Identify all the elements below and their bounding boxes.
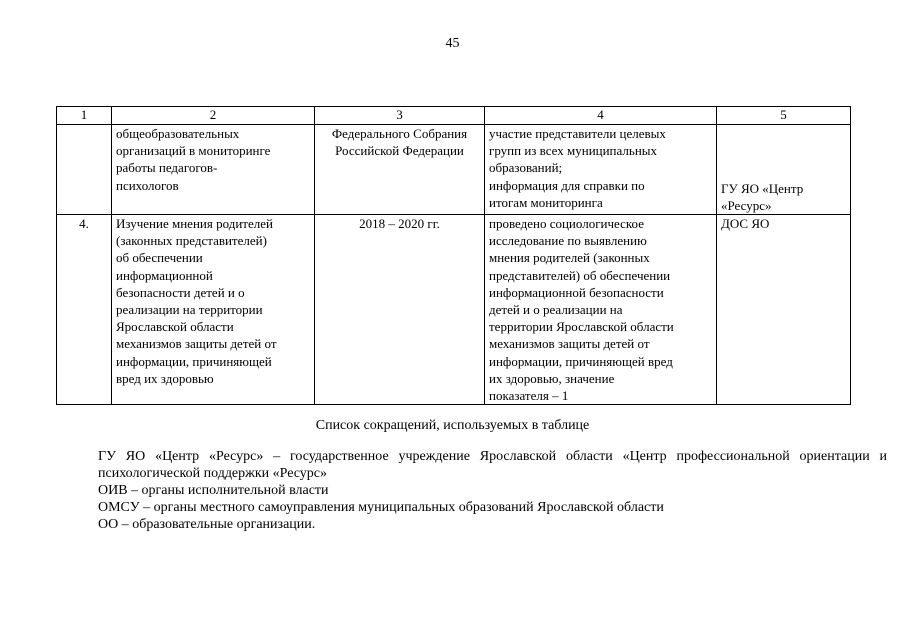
text-line: безопасности детей и о bbox=[116, 284, 245, 300]
term-cell bbox=[315, 215, 485, 405]
text-line: Российской Федерации bbox=[335, 143, 464, 159]
text-line: детей и о реализации на bbox=[489, 302, 623, 318]
text-line: показателя – 1 bbox=[489, 388, 569, 404]
text-line: информационной bbox=[116, 267, 213, 283]
page-number: 45 bbox=[445, 36, 460, 51]
text-line: Изучение мнения родителей bbox=[116, 216, 273, 231]
header-cell: 2 bbox=[112, 107, 315, 125]
text-line: вред их здоровью bbox=[116, 370, 214, 386]
table-row bbox=[57, 215, 851, 405]
measures-table bbox=[56, 106, 851, 405]
measure-cell bbox=[112, 125, 315, 215]
text-line: итогам мониторинга bbox=[489, 194, 603, 210]
text-line: Ярославской области bbox=[116, 319, 234, 335]
text-line: участие представители целевых bbox=[489, 126, 666, 141]
table-header-row bbox=[57, 107, 851, 125]
abbreviation-item: ГУ ЯО «Центр «Ресурс» – государственное учреждение Ярославской области «Центр профессиональной ориентации и психологической поддержки «Ресурс» bbox=[98, 449, 887, 481]
measure-cell bbox=[112, 215, 315, 405]
text-line: информационной безопасности bbox=[489, 284, 664, 300]
responsible-cell bbox=[717, 125, 851, 215]
text-line: территории Ярославской области bbox=[489, 319, 674, 335]
abbreviation-item: ОИВ – органы исполнительной власти bbox=[98, 483, 329, 498]
text-line: мнения родителей (законных bbox=[489, 250, 650, 266]
text-line: проведено социологическое bbox=[489, 216, 644, 231]
row-number-cell bbox=[57, 125, 112, 215]
text-line: представителей) об обеспечении bbox=[489, 267, 671, 283]
header-cell: 1 bbox=[57, 107, 112, 125]
header-cell: 4 bbox=[485, 107, 717, 125]
header-cell: 5 bbox=[717, 107, 851, 125]
text-line: реализации на территории bbox=[116, 302, 263, 318]
text-line: общеобразовательных bbox=[116, 126, 240, 141]
text-line: их здоровью, значение bbox=[489, 370, 615, 386]
text-line: образований; bbox=[489, 160, 563, 176]
abbreviation-item: ОО – образовательные организации. bbox=[98, 517, 316, 532]
text-line: работы педагогов- bbox=[116, 160, 218, 176]
text-line: «Ресурс» bbox=[721, 197, 772, 213]
header-cell: 3 bbox=[315, 107, 485, 125]
responsible-cell bbox=[717, 215, 851, 405]
text-line: об обеспечении bbox=[116, 250, 203, 266]
text-line: групп из всех муниципальных bbox=[489, 143, 658, 159]
text-line: информация для справки по bbox=[489, 177, 645, 193]
text-line: механизмов защиты детей от bbox=[116, 336, 277, 352]
text-line: исследование по выявлению bbox=[489, 233, 647, 249]
text-line: организаций в мониторинге bbox=[116, 143, 271, 159]
text-line: психологов bbox=[116, 177, 179, 193]
term-cell bbox=[315, 125, 485, 215]
result-cell bbox=[485, 215, 717, 405]
text-line: (законных представителей) bbox=[116, 233, 267, 249]
text-line: 2018 – 2020 гг. bbox=[359, 216, 440, 231]
text-line: информации, причиняющей вред bbox=[489, 353, 673, 369]
text-line: ДОС ЯО bbox=[721, 216, 770, 231]
text-line: механизмов защиты детей от bbox=[489, 336, 650, 352]
abbreviation-item: ОМСУ – органы местного самоуправления муниципальных образований Ярославской области bbox=[98, 500, 664, 515]
result-cell bbox=[485, 125, 717, 215]
text-line: Федерального Собрания bbox=[331, 126, 468, 141]
text-line: информации, причиняющей bbox=[116, 353, 272, 369]
table-row bbox=[57, 125, 851, 215]
text-line: ГУ ЯО «Центр bbox=[721, 180, 804, 196]
abbreviations-caption: Список сокращений, используемых в таблице bbox=[315, 418, 590, 433]
row-number-cell: 4. bbox=[57, 215, 112, 405]
